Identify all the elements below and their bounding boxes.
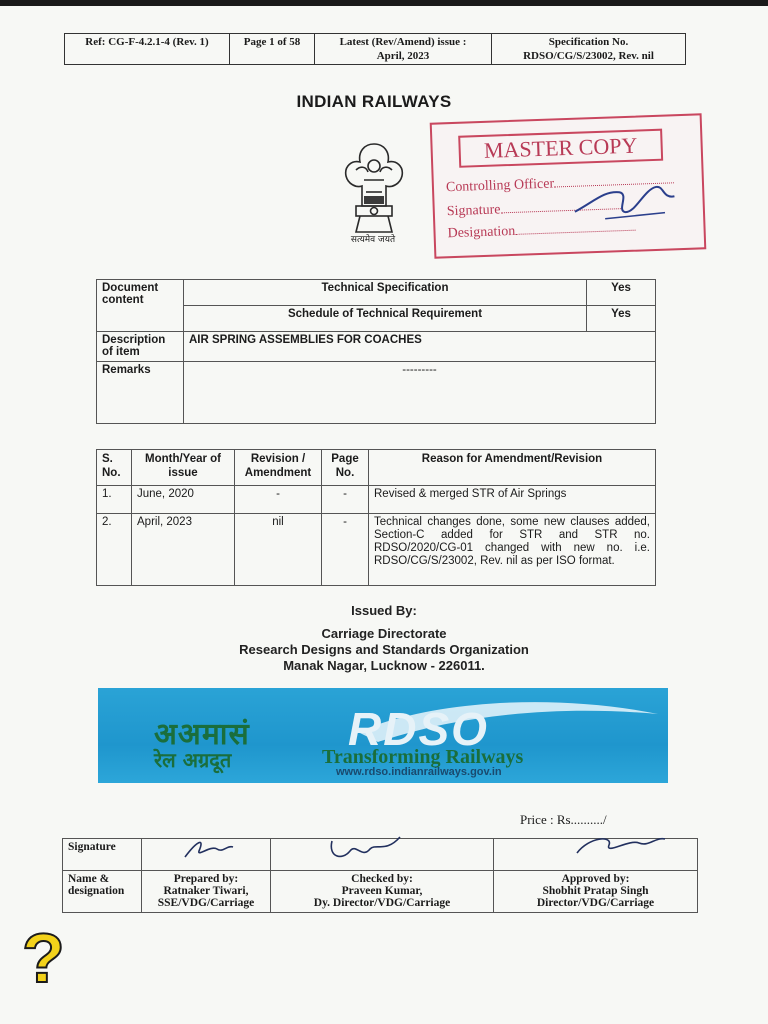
revision-reason: Technical changes done, some new clauses added, Section-C added for STR and STR no. RDSO/2020/CG-01 changed with new no. i.e. RDSO/CG/S/23002, Rev. nil as per ISO format.	[369, 514, 656, 586]
approved-signature-scribble	[569, 831, 669, 863]
revision-reason: Revised & merged STR of Air Springs	[369, 486, 656, 514]
remarks-value: ---------	[184, 362, 656, 424]
approved-by-name: Shobhit Pratap Singh	[542, 885, 649, 897]
prepared-signature-cell	[142, 839, 271, 871]
revision-sno: 2.	[97, 514, 132, 586]
checked-signature-scribble	[326, 831, 406, 865]
revision-page: -	[322, 486, 369, 514]
revision-header-reason: Reason for Amendment/Revision	[369, 450, 656, 486]
top-edge-bar	[0, 0, 768, 6]
banner-hindi-tagline: रेल अग्रदूत	[154, 748, 232, 772]
page-number-cell: Page 1 of 58	[230, 34, 315, 65]
signature-label: Signature	[63, 839, 142, 871]
price-label: Price : Rs........../	[520, 812, 607, 827]
banner-hindi-acronym: अअमासं	[154, 717, 250, 752]
document-content-item: Technical Specification	[184, 280, 587, 306]
name-designation-label: Name & designation	[63, 871, 142, 913]
checked-by-name: Praveen Kumar,	[341, 885, 423, 897]
revision-header-page: Page No.	[322, 450, 369, 486]
approved-by-designation: Director/VDG/Carriage	[536, 897, 655, 909]
stamp-designation-label: Designation	[447, 223, 516, 242]
prepared-by-designation: SSE/VDG/Carriage	[157, 897, 255, 909]
revision-month: June, 2020	[132, 486, 235, 514]
checked-by-designation: Dy. Director/VDG/Carriage	[313, 897, 451, 909]
stamp-handwritten-signature	[564, 168, 686, 232]
table-row	[97, 514, 656, 586]
stamp-signature-label: Signature	[446, 202, 501, 220]
revision-header-revision: Revision / Amendment	[235, 450, 322, 486]
specification-value: RDSO/CG/S/23002, Rev. nil	[523, 50, 654, 62]
stamp-controlling-officer-label: Controlling Officer	[445, 176, 555, 196]
document-content-value: Yes	[587, 306, 656, 332]
remarks-label: Remarks	[97, 362, 184, 424]
description-label: Description of item	[97, 332, 184, 362]
checked-signature-cell	[271, 839, 494, 871]
banner-tagline: Transforming Railways	[322, 746, 524, 768]
issued-by-organization: Research Designs and Standards Organization	[239, 642, 529, 657]
document-content-value: Yes	[587, 280, 656, 306]
table-row	[97, 486, 656, 514]
revision-number: nil	[235, 514, 322, 586]
document-content-table	[96, 279, 656, 424]
prepared-by-name: Ratnaker Tiwari,	[163, 885, 249, 897]
signature-table	[62, 838, 698, 913]
latest-issue-label: Latest (Rev/Amend) issue :	[339, 36, 467, 48]
revision-page: -	[322, 514, 369, 586]
prepared-signature-scribble	[177, 835, 237, 863]
document-content-item: Schedule of Technical Requirement	[184, 306, 587, 332]
rdso-banner	[98, 688, 668, 783]
revision-header-sno: S. No.	[97, 450, 132, 486]
specification-cell	[492, 34, 686, 65]
approved-by-cell	[494, 871, 698, 913]
issued-by-directorate: Carriage Directorate	[321, 626, 447, 641]
approved-signature-cell	[494, 839, 698, 871]
issued-by-address: Manak Nagar, Lucknow - 226011.	[283, 658, 485, 673]
revision-history-table	[96, 449, 656, 586]
checked-by-label: Checked by:	[351, 873, 413, 885]
revision-header-month: Month/Year of issue	[132, 450, 235, 486]
question-mark-icon: ?	[22, 919, 65, 997]
description-value: AIR SPRING ASSEMBLIES FOR COACHES	[184, 332, 656, 362]
master-copy-stamp	[430, 113, 707, 258]
header-reference-table	[64, 33, 686, 65]
prepared-by-cell	[142, 871, 271, 913]
issued-by-label: Issued By:	[351, 603, 417, 618]
latest-issue-value: April, 2023	[376, 50, 430, 62]
emblem-caption: सत्यमेव जयते	[350, 235, 396, 245]
specification-label: Specification No.	[548, 36, 629, 48]
ref-cell: Ref: CG-F-4.2.1-4 (Rev. 1)	[65, 34, 230, 65]
stamp-heading: MASTER COPY	[458, 129, 663, 168]
checked-by-cell	[271, 871, 494, 913]
prepared-by-label: Prepared by:	[173, 873, 239, 885]
revision-number: -	[235, 486, 322, 514]
banner-url: www.rdso.indianrailways.gov.in	[336, 766, 502, 778]
revision-month: April, 2023	[132, 514, 235, 586]
banner-rdso-logo: RDSO	[348, 703, 489, 755]
document-content-label: Document content	[97, 280, 184, 332]
latest-issue-cell	[315, 34, 492, 65]
page-title: INDIAN RAILWAYS	[296, 92, 452, 111]
approved-by-label: Approved by:	[561, 873, 630, 885]
revision-sno: 1.	[97, 486, 132, 514]
